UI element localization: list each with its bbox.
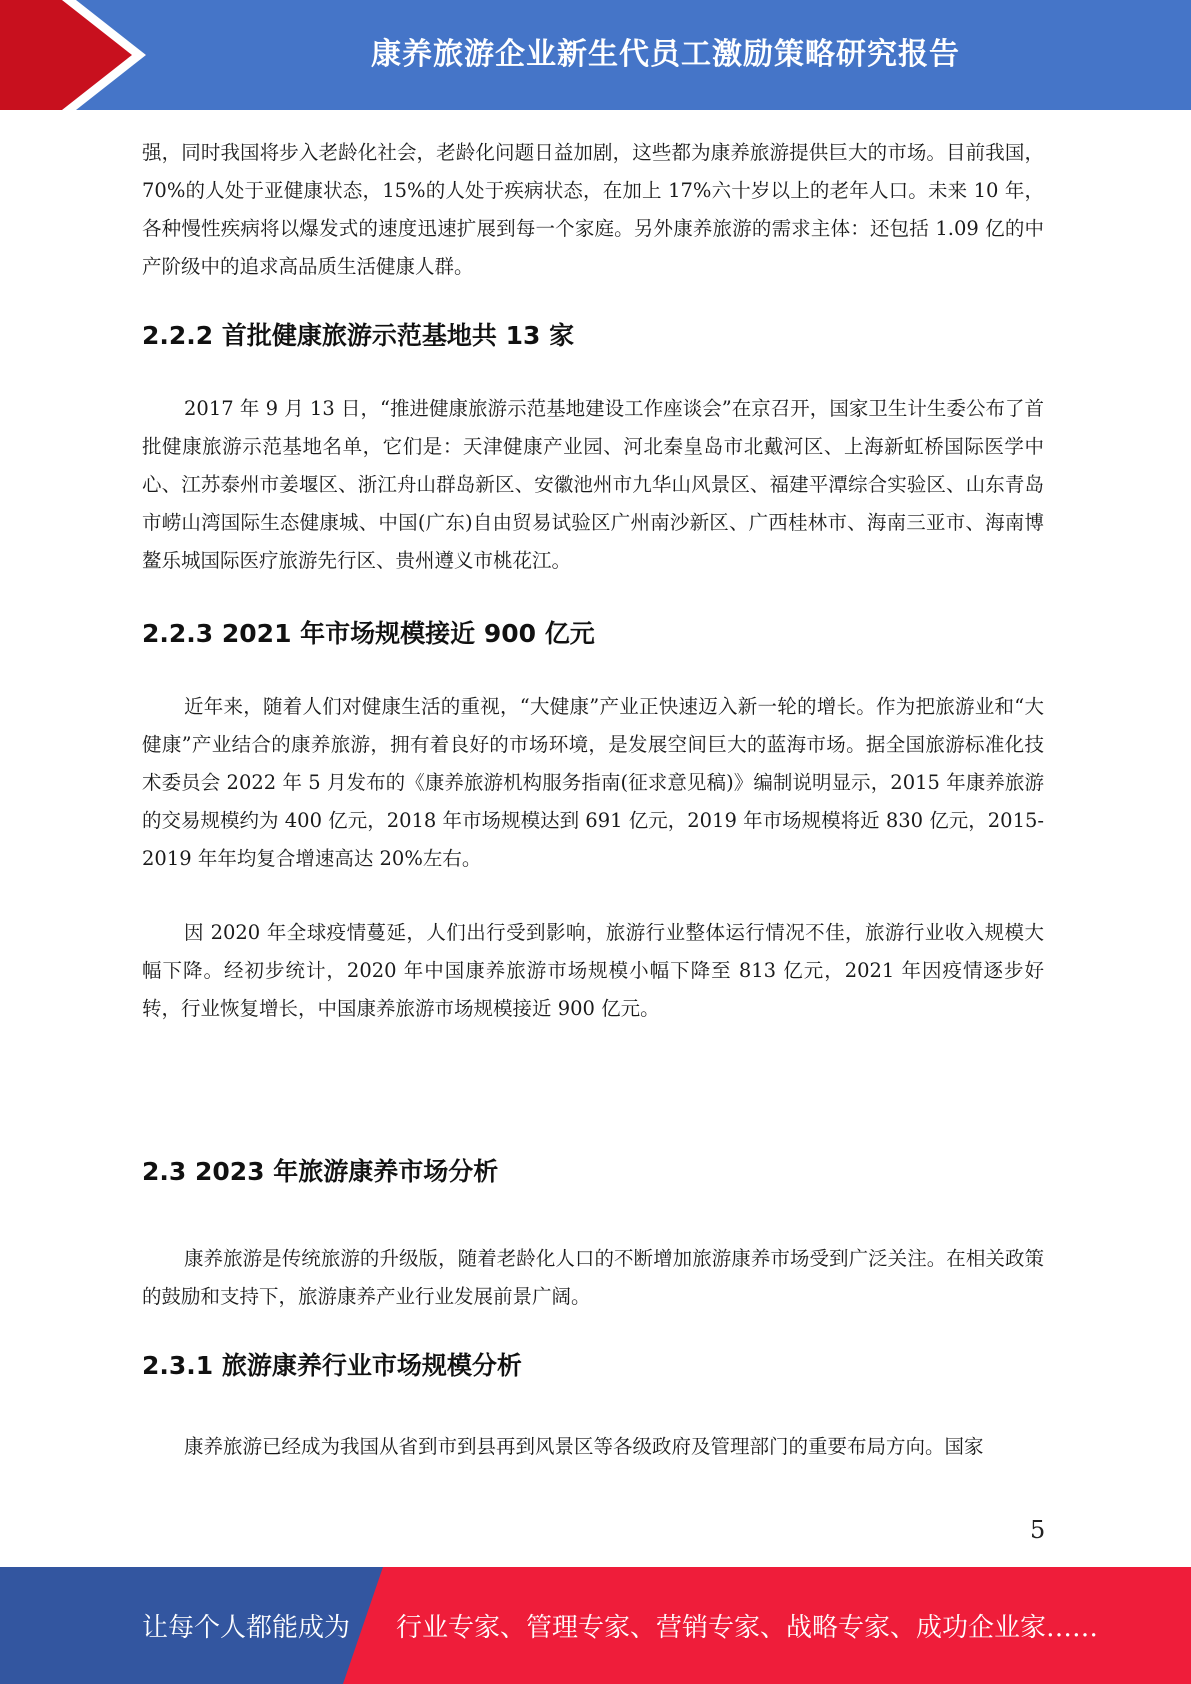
section-2-3-heading: 2.3 2023 年旅游康养市场分析	[142, 1157, 499, 1186]
section-2-2-2-heading: 2.2.2 首批健康旅游示范基地共 13 家	[142, 321, 575, 350]
footer-slogan-right: 行业专家、管理专家、营销专家、战略专家、成功企业家……	[396, 1613, 1099, 1643]
section-2-3-1-heading: 2.3.1 旅游康养行业市场规模分析	[142, 1351, 522, 1380]
intro-paragraph: 强，同时我国将步入老龄化社会，老龄化问题日益加剧，这些都为康养旅游提供巨大的市场。目前我国，70%的人处于亚健康状态，15%的人处于疾病状态，在加上 17%六十岁以上的老年人口。未来 10 年，各种慢性疾病将以爆发式的速度迅速扩展到每一个家庭。另外康养旅游的需求主体：还包括 1.09 亿的中产阶级中的追求高品质生活健康人群。	[142, 141, 1044, 278]
report-title: 康养旅游企业新生代员工激励策略研究报告	[371, 37, 960, 72]
section-2-2-2-paragraph: 2017 年 9 月 13 日，“推进健康旅游示范基地建设工作座谈会”在京召开，国家卫生计生委公布了首批健康旅游示范基地名单，它们是：天津健康产业园、河北秦皇岛市北戴河区、上海新虹桥国际医学中心、江苏泰州市姜堰区、浙江舟山群岛新区、安徽池州市九华山风景区、福建平潭综合实验区、山东青岛市崂山湾国际生态健康城、中国(广东)自由贸易试验区广州南沙新区、广西桂林市、海南三亚市、海南博鳌乐城国际医疗旅游先行区、贵州遵义市桃花江。	[142, 397, 1044, 572]
page-header	[0, 0, 1191, 110]
page-footer	[0, 1567, 1191, 1684]
page-number: 5	[1030, 1516, 1046, 1544]
section-2-2-3-heading: 2.2.3 2021 年市场规模接近 900 亿元	[142, 619, 595, 648]
section-2-2-3-paragraph-2: 因 2020 年全球疫情蔓延，人们出行受到影响，旅游行业整体运行情况不佳，旅游行业收入规模大幅下降。经初步统计，2020 年中国康养旅游市场规模小幅下降至 813 亿元，2021 年因疫情逐步好转，行业恢复增长，中国康养旅游市场规模接近 900 亿元。	[142, 921, 1044, 1020]
section-2-2-3-paragraph-1: 近年来，随着人们对健康生活的重视，“大健康”产业正快速迈入新一轮的增长。作为把旅游业和“大健康”产业结合的康养旅游，拥有着良好的市场环境，是发展空间巨大的蓝海市场。据全国旅游标准化技术委员会 2022 年 5 月发布的《康养旅游机构服务指南(征求意见稿)》编制说明显示，2015 年康养旅游的交易规模约为 400 亿元，2018 年市场规模达到 691 亿元，2019 年市场规模将近 830 亿元，2015-2019 年年均复合增速高达 20%左右。	[142, 695, 1044, 870]
page-content	[142, 134, 1044, 1466]
footer-slogan-left: 让每个人都能成为	[142, 1613, 351, 1643]
section-2-3-1-paragraph: 康养旅游已经成为我国从省到市到县再到风景区等各级政府及管理部门的重要布局方向。国家	[184, 1435, 984, 1458]
section-2-3-paragraph: 康养旅游是传统旅游的升级版，随着老龄化人口的不断增加旅游康养市场受到广泛关注。在相关政策的鼓励和支持下，旅游康养产业行业发展前景广阔。	[142, 1247, 1044, 1308]
